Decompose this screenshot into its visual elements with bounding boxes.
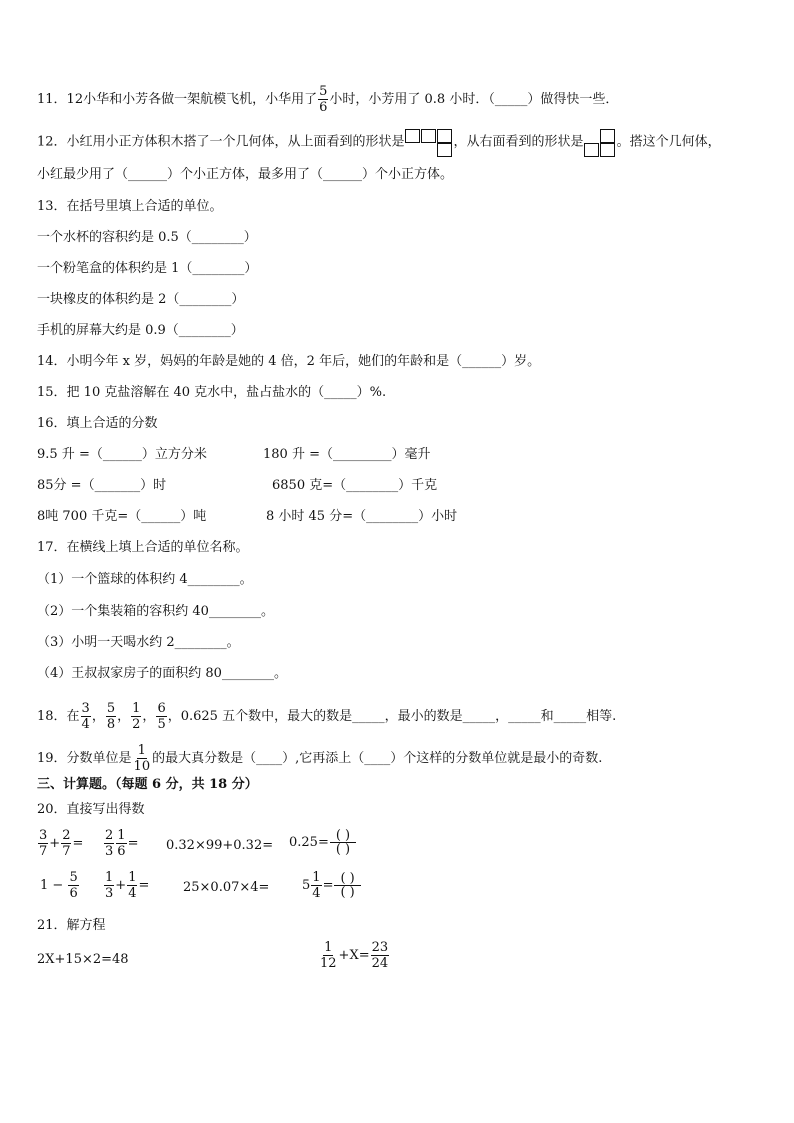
question-12-line-1: 12．小红用小正方体积木搭了一个几何体，从上面看到的形状是 ，从右面看到的形状是 。搭这个几何体， [37,127,721,157]
right-view-figure [584,127,617,157]
fraction: $\frac{6}{5}$ [157,701,166,732]
question-13-item: 一个水杯的容积约是 0.5（________） [37,230,257,245]
fraction: $\frac{1}{2}$ [132,701,141,732]
calc-item: 0.32×99+0.32= [166,838,274,853]
question-17-item: （3）小明一天喝水约 2________。 [37,635,240,650]
calc-item: $\frac{3}{7}$ + $\frac{2}{7}$ = [39,828,84,859]
question-16-item: 9.5 升 =（______）立方分米 [37,447,207,462]
calc-item: $\frac{2}{3}$ $\frac{1}{6}$ = [105,828,139,859]
fraction: $\frac{5}{6}$ [319,84,328,115]
fraction: $\frac{1}{4}$ [312,870,321,901]
calc-item: 5 $\frac{1}{4}$ = $\frac{( )}{( )}$ [302,871,362,900]
question-19: 19．分数单位是 $\frac{1}{10}$ 的最大真分数是（____）,它再添上（____）个这样的分数单位就是最小的奇数. [37,743,603,774]
question-13-item: 手机的屏幕大约是 0.9（________） [37,323,244,338]
section-3-heading: 三、计算题。（每题 6 分，共 18 分） [37,777,258,792]
question-13-title: 13．在括号里填上合适的单位。 [37,199,223,214]
question-13-item: 一个粉笔盒的体积约是 1（________） [37,261,258,276]
calc-item: 1 − $\frac{5}{6}$ [40,870,78,901]
question-20-title: 20．直接写出得数 [37,802,145,817]
calc-item: $\frac{1}{3}$ + $\frac{1}{4}$ = [105,870,150,901]
top-view-figure [405,127,454,157]
fraction: $\frac{23}{24}$ [371,940,389,971]
fraction: $\frac{1}{4}$ [128,870,137,901]
fraction: $\frac{5}{8}$ [106,701,116,732]
question-17-item: （2）一个集装箱的容积约 40________。 [37,604,274,619]
question-16-item: 8吨 700 千克=（______）吨 [37,509,207,524]
calc-item: 25×0.07×4= [183,880,270,895]
question-17-item: （4）王叔叔家房子的面积约 80________。 [37,666,287,681]
fraction: $\frac{3}{4}$ [81,701,90,732]
fraction: $\frac{1}{3}$ [105,870,114,901]
fraction: $\frac{( )}{( )}$ [334,872,360,899]
question-16-item: 85分 =（_______）时 [37,478,167,493]
fraction: $\frac{2}{7}$ [62,828,71,859]
calc-item: 0.25= $\frac{( )}{( )}$ [289,829,357,856]
equation: $\frac{1}{12}$ +X= $\frac{23}{24}$ [320,940,389,971]
question-11: 11．12小华和小芳各做一架航模飞机，小华用了 $\frac{5}{6}$ 小时，小芳用了 0.8 小时．（_____）做得快一些． [37,84,619,115]
question-21-title: 21．解方程 [37,918,106,933]
question-16-item: 180 升 =（_________）毫升 [263,447,431,462]
question-16-item: 8 小时 45 分=（________）小时 [266,509,458,524]
fraction: $\frac{1}{10}$ [133,743,151,774]
fraction: $\frac{5}{6}$ [69,870,78,901]
question-18: 18．在 $\frac{3}{4}$ ， $\frac{5}{8}$ ， $\frac{1}{2}$ ， $\frac{6}{5}$ ，0.625 五个数中，最大的数是_____，最小的数是_____，_____和_____相等. [37,701,617,732]
question-12-line-2: 小红最少用了（______）个小正方体，最多用了（______）个小正方体。 [37,167,454,182]
equation: 2X+15×2=48 [37,952,129,967]
question-16-title: 16．填上合适的分数 [37,416,158,431]
question-17-title: 17．在横线上填上合适的单位名称。 [37,540,249,555]
question-14: 14．小明今年 x 岁，妈妈的年龄是她的 4 倍，2 年后，她们的年龄和是（______）岁。 [37,354,541,369]
question-13-item: 一块橡皮的体积约是 2（________） [37,292,245,307]
fraction: $\frac{2}{3}$ [105,828,114,859]
question-17-item: （1）一个篮球的体积约 4________。 [37,572,253,587]
question-15: 15．把 10 克盐溶解在 40 克水中，盐占盐水的（_____）%. [37,385,387,400]
fraction: $\frac{1}{12}$ [320,940,337,971]
fraction: $\frac{3}{7}$ [39,828,48,859]
fraction: $\frac{( )}{( )}$ [330,829,356,856]
question-16-item: 6850 克=（________）千克 [272,478,438,493]
fraction: $\frac{1}{6}$ [117,828,126,859]
